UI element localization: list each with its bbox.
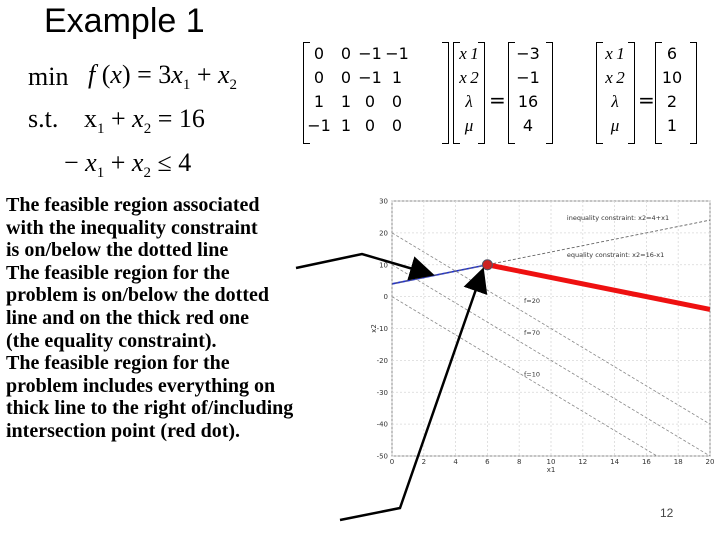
equals-sign: = [638,88,655,112]
equality-constraint: $x_1 + x_2 = 16$ [84,104,205,138]
text-line: The feasible region associated [6,194,260,216]
solution-value: 2 [666,92,678,111]
matrix-cell: 0 [364,116,376,135]
y-tick-label: -20 [376,356,388,365]
text-line: The feasible region for the [6,352,230,375]
text-line: with the inequality constraint [6,216,258,239]
matrix-cell: −1 [358,68,382,87]
inequality-constraint: − $x_1 + x_2 \le 4$ [64,148,192,182]
matrix-cell: −1 [358,44,382,63]
st-label: s.t. [28,104,59,133]
text-line: intersection point (red dot). [6,419,241,442]
variable-cell: λ [465,92,473,111]
y-tick-label: 0 [383,293,388,302]
solution-value: 1 [666,116,678,135]
x-tick-label: 12 [578,458,588,466]
y-tick-label: 10 [379,261,388,270]
intersection-point [482,260,492,270]
variable-cell: x 1 [459,44,479,63]
solution-value: 10 [661,68,683,87]
x-tick-label: 0 [389,458,395,466]
solution-variable: μ [610,116,620,135]
rhs-cell: −3 [516,44,540,63]
chart-annotation: f=10 [523,370,540,379]
matrix-cell: 0 [364,92,376,111]
x-tick-label: 10 [546,458,556,466]
x-tick-label: 18 [673,458,683,466]
variable-cell: x 2 [459,68,479,87]
y-tick-label: -50 [376,452,388,461]
chart-annotation: equality constraint: x2=16-x1 [566,250,665,259]
text-line: problem includes everything on [6,374,276,397]
matrix-cell: 0 [391,92,403,111]
solution-value: 6 [666,44,678,63]
chart-annotation: inequality constraint: x2=4+x1 [566,214,670,223]
rhs-cell: −1 [516,68,540,87]
x-tick-label: 8 [516,458,522,466]
solution-variable: x 2 [605,68,625,87]
text-line: (the equality constraint). [6,329,217,352]
x-tick-label: 6 [485,458,490,466]
slide-title: Example 1 [44,2,205,40]
matrix-cell: 1 [391,68,403,87]
chart-annotation: f=20 [523,297,540,305]
matrix-cell: 0 [313,44,325,63]
rhs-cell: 16 [517,92,539,111]
text-line: is on/below the dotted line [6,239,229,262]
text-line: problem is on/below the dotted [6,284,269,307]
matrix-cell: 1 [340,92,352,111]
y-tick-label: 30 [379,197,388,206]
matrix-cell: 1 [313,92,325,111]
objective-function: f $(x) = 3x_1 + x_2$ [88,60,238,94]
solution-variable: x 1 [605,44,625,63]
matrix-cell: 0 [340,68,352,87]
x-axis-label: x1 [546,466,556,474]
text-line: line and on the thick red one [6,306,249,329]
text-line: thick line to the right of/including [6,397,294,420]
matrix-cell: 1 [340,116,352,135]
matrix-cell: 0 [391,116,403,135]
min-label: min [28,62,69,91]
matrix-cell: 0 [313,68,325,87]
solution-variable: λ [611,92,619,111]
variable-cell: μ [464,116,474,135]
rhs-cell: 4 [522,116,534,135]
explanation-text [6,194,396,443]
equals-sign: = [489,88,506,112]
y-tick-label: -40 [376,420,388,429]
y-axis-label: x2 [370,324,378,333]
chart-annotation: f=70 [523,328,540,337]
matrix-cell: −1 [307,116,331,135]
y-tick-label: -30 [376,388,388,397]
y-tick-label: 20 [379,229,388,238]
text-line: The feasible region for the [6,261,230,284]
matrix-cell: 0 [340,44,352,63]
x-tick-label: 2 [421,458,427,466]
x-tick-label: 20 [705,458,715,466]
x-tick-label: 16 [641,458,651,466]
y-tick-label: -10 [376,325,388,333]
matrix-cell: −1 [385,44,409,63]
x-tick-label: 14 [610,458,620,466]
x-tick-label: 4 [453,458,458,466]
page-number: 12 [660,506,674,520]
